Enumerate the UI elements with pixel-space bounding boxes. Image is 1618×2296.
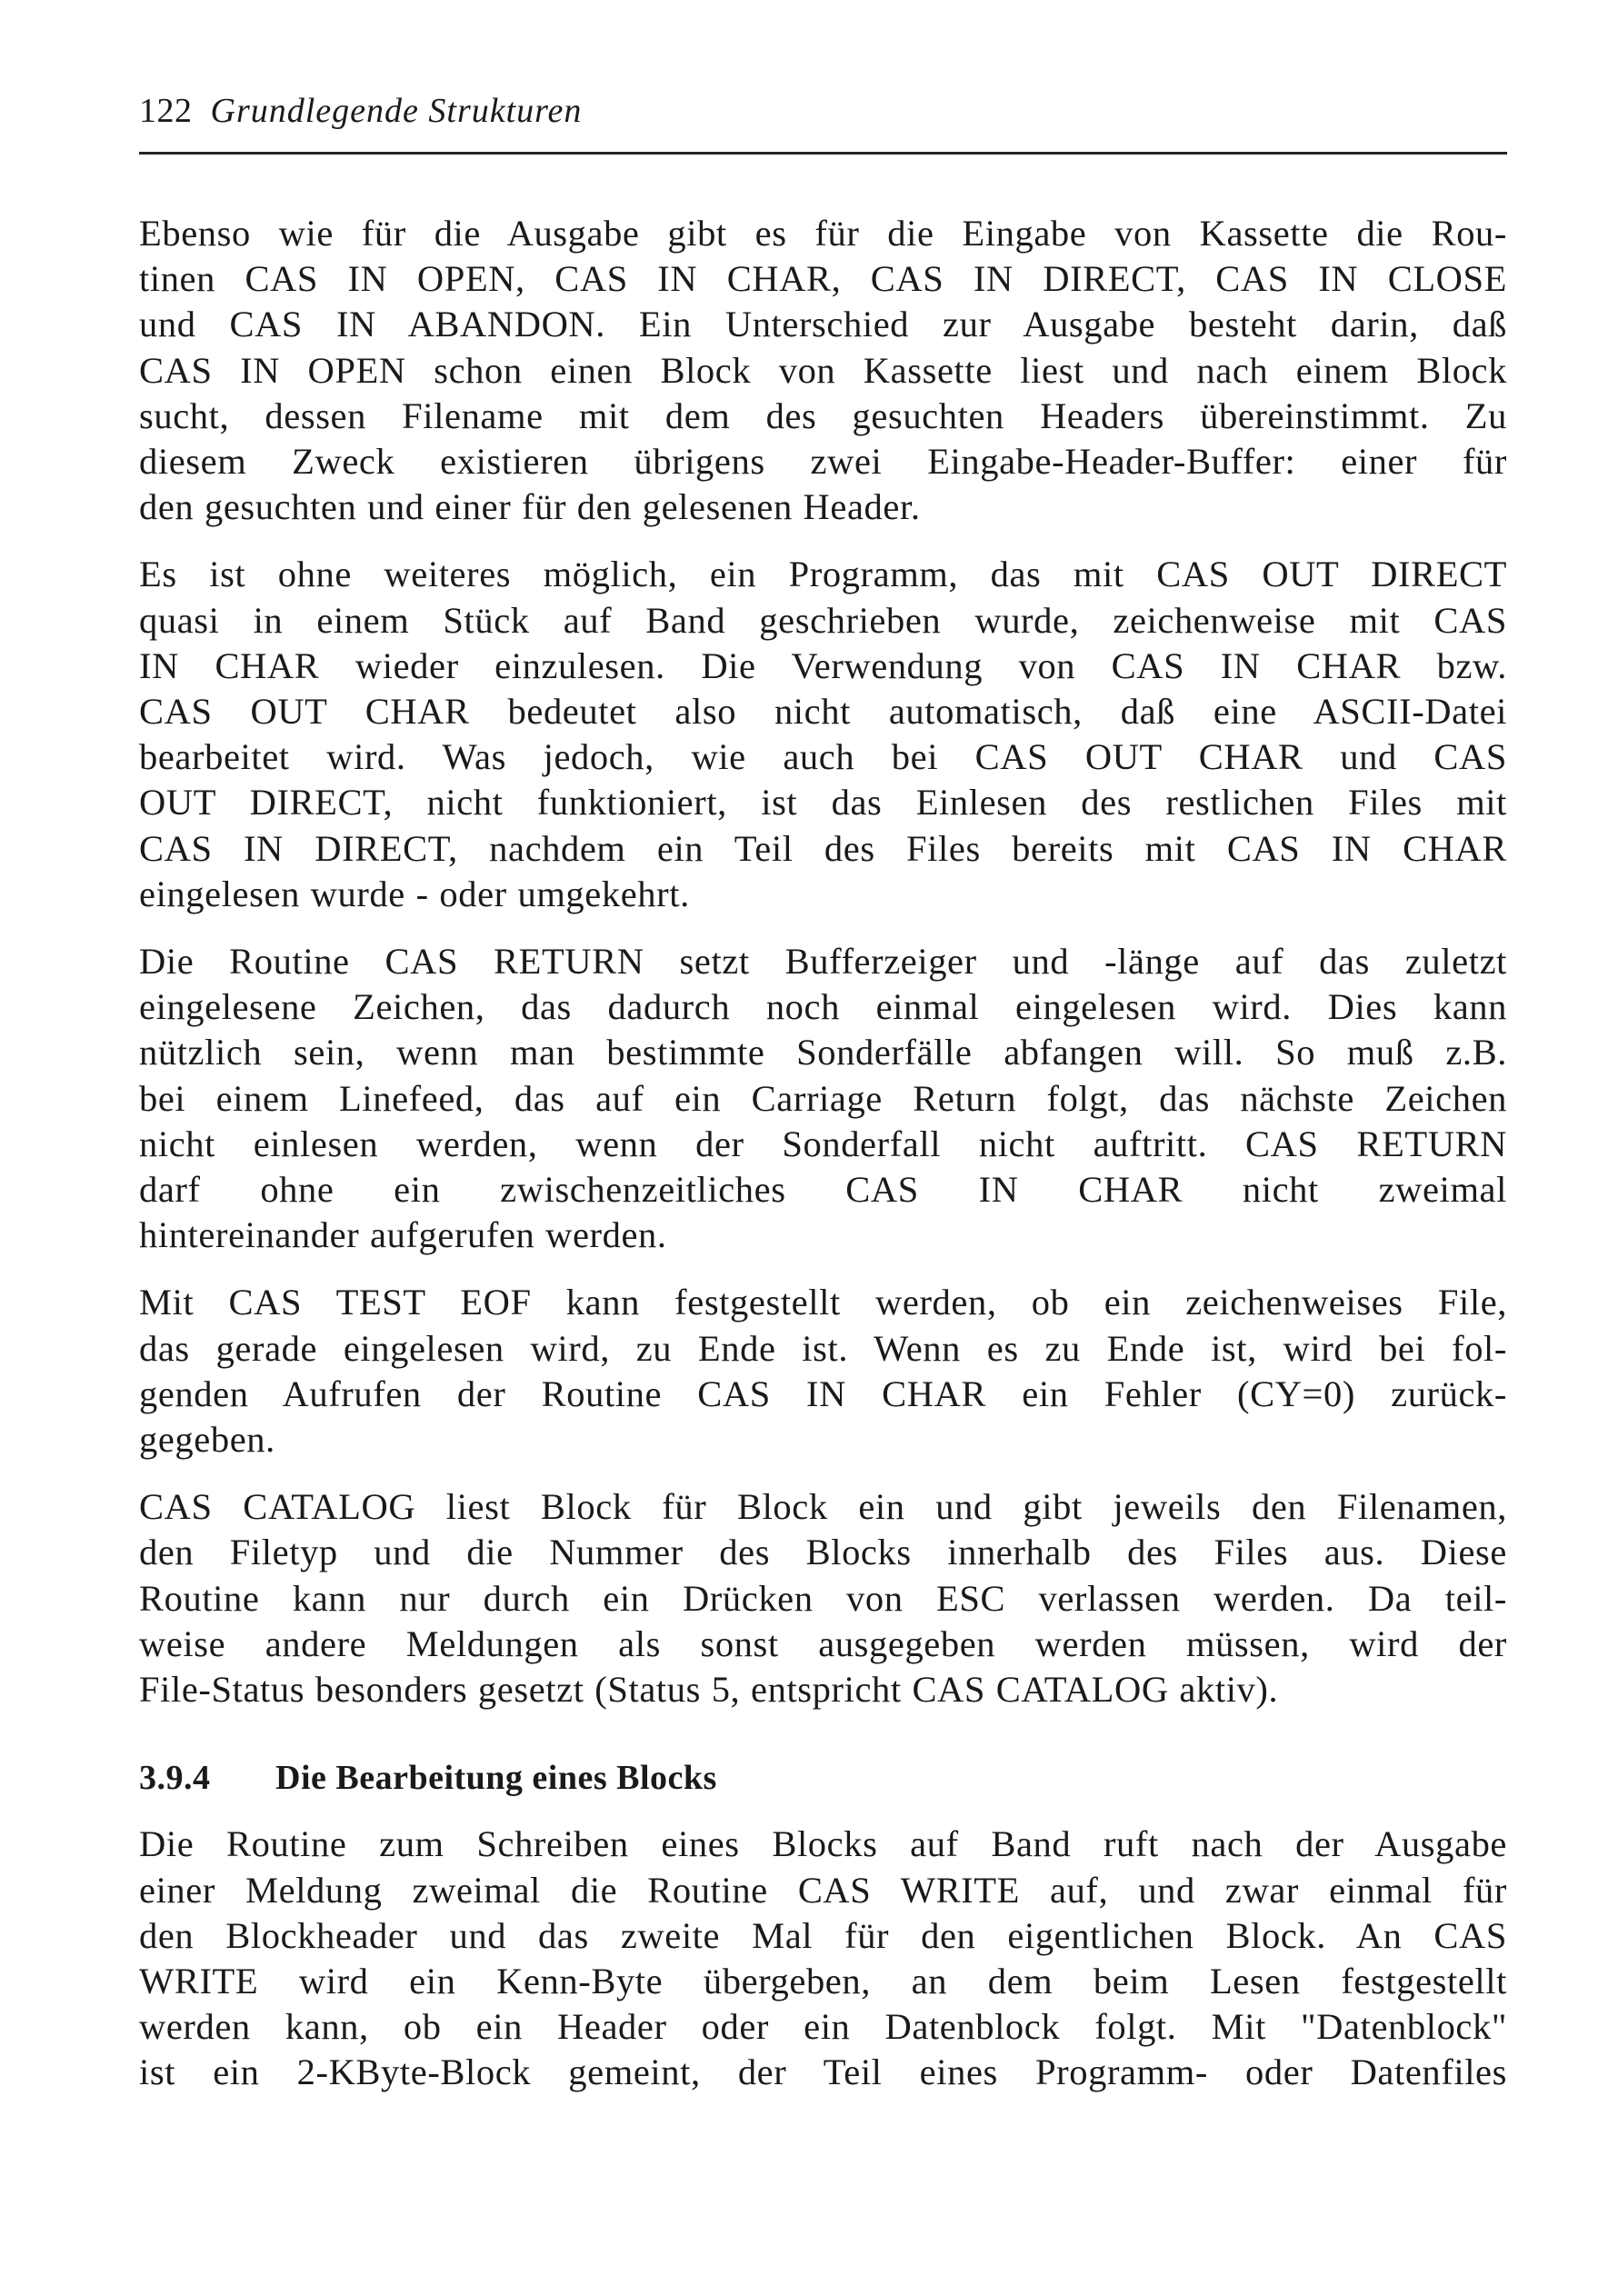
paragraph <box>139 1484 1507 1712</box>
text-line: genden Aufrufen der Routine CAS IN CHAR ein Fehler (CY=0) zurück- <box>139 1373 1507 1414</box>
paragraph <box>139 1280 1507 1462</box>
text-line: CAS OUT CHAR bedeutet also nicht automatisch, daß eine ASCII-Datei <box>139 691 1507 733</box>
text-line: WRITE wird ein Kenn-Byte übergeben, an dem beim Lesen festgestellt <box>139 1960 1507 2002</box>
text-line: ist ein 2-KByte-Block gemeint, der Teil eines Programm- oder Datenfiles <box>139 2051 1507 2093</box>
text-line: einer Meldung zweimal die Routine CAS WRITE auf, und zwar einmal für <box>139 1869 1507 1911</box>
text-line: hintereinander aufgerufen werden. <box>139 1214 667 1256</box>
paragraph <box>139 552 1507 917</box>
text-line: IN CHAR wieder einzulesen. Die Verwendung von CAS IN CHAR bzw. <box>139 644 1507 686</box>
section-number: 3.9.4 <box>139 1759 211 1798</box>
text-line: weise andere Meldungen als sonst ausgegeben werden müssen, wird der <box>139 1622 1507 1664</box>
page-number: 122 <box>139 92 193 130</box>
text-line: den gesuchten und einer für den gelesenen Header. <box>139 486 921 528</box>
text-line: CAS IN DIRECT, nachdem ein Teil des Files bereits mit CAS IN CHAR <box>139 827 1507 869</box>
text-line: gegeben. <box>139 1419 275 1461</box>
text-line: Mit CAS TEST EOF kann festgestellt werden, ob ein zeichenweises File, <box>139 1282 1507 1323</box>
text-line: den Blockheader und das zweite Mal für den eigentlichen Block. An CAS <box>139 1914 1507 1956</box>
text-line: den Filetyp und die Nummer des Blocks innerhalb des Files aus. Diese <box>139 1532 1507 1573</box>
section-heading <box>139 1758 1507 1798</box>
body-text <box>139 211 1507 2118</box>
text-line: und CAS IN ABANDON. Ein Unterschied zur Ausgabe besteht darin, daß <box>139 304 1507 345</box>
text-line: sucht, dessen Filename mit dem des gesuchten Headers übereinstimmt. Zu <box>139 394 1507 436</box>
text-line: CAS IN OPEN schon einen Block von Kassette liest und nach einem Block <box>139 349 1507 391</box>
running-title: Grundlegende Strukturen <box>210 92 583 130</box>
page-header <box>139 91 1507 155</box>
text-line: OUT DIRECT, nicht funktioniert, ist das Einlesen des restlichen Files mit <box>139 782 1507 824</box>
text-line: bearbeitet wird. Was jedoch, wie auch bei CAS OUT CHAR und CAS <box>139 736 1507 778</box>
text-line: tinen CAS IN OPEN, CAS IN CHAR, CAS IN DIRECT, CAS IN CLOSE <box>139 258 1507 300</box>
text-line: Die Routine zum Schreiben eines Blocks auf Band ruft nach der Ausgabe <box>139 1823 1507 1865</box>
text-line: quasi in einem Stück auf Band geschrieben wurde, zeichenweise mit CAS <box>139 599 1507 641</box>
text-line: bei einem Linefeed, das auf ein Carriage Return folgt, das nächste Zeichen <box>139 1077 1507 1119</box>
text-line: eingelesen wurde - oder umgekehrt. <box>139 873 690 914</box>
text-line: Es ist ohne weiteres möglich, ein Programm, das mit CAS OUT DIRECT <box>139 554 1507 595</box>
paragraph <box>139 211 1507 530</box>
text-line: Ebenso wie für die Ausgabe gibt es für die Eingabe von Kassette die Rou- <box>139 213 1507 254</box>
text-line: Routine kann nur durch ein Drücken von ESC verlassen werden. Da teil- <box>139 1577 1507 1619</box>
paragraph <box>139 1822 1507 2095</box>
paragraph <box>139 939 1507 1258</box>
text-line: das gerade eingelesen wird, zu Ende ist. Wenn es zu Ende ist, wird bei fol- <box>139 1327 1507 1369</box>
section-title: Die Bearbeitung eines Blocks <box>275 1759 717 1798</box>
text-line: darf ohne ein zwischenzeitliches CAS IN CHAR nicht zweimal <box>139 1169 1507 1211</box>
text-line: Die Routine CAS RETURN setzt Bufferzeiger und -länge auf das zuletzt <box>139 941 1507 983</box>
text-line: werden kann, ob ein Header oder ein Datenblock folgt. Mit "Datenblock" <box>139 2006 1507 2048</box>
text-line: diesem Zweck existieren übrigens zwei Eingabe-Header-Buffer: einer für <box>139 441 1507 483</box>
text-line: eingelesene Zeichen, das dadurch noch einmal eingelesen wird. Dies kann <box>139 986 1507 1028</box>
text-line: nicht einlesen werden, wenn der Sonderfall nicht auftritt. CAS RETURN <box>139 1123 1507 1164</box>
text-line: nützlich sein, wenn man bestimmte Sonderfälle abfangen will. So muß z.B. <box>139 1032 1507 1073</box>
text-line: File-Status besonders gesetzt (Status 5, entspricht CAS CATALOG aktiv). <box>139 1669 1279 1711</box>
text-line: CAS CATALOG liest Block für Block ein und gibt jeweils den Filenamen, <box>139 1486 1507 1528</box>
